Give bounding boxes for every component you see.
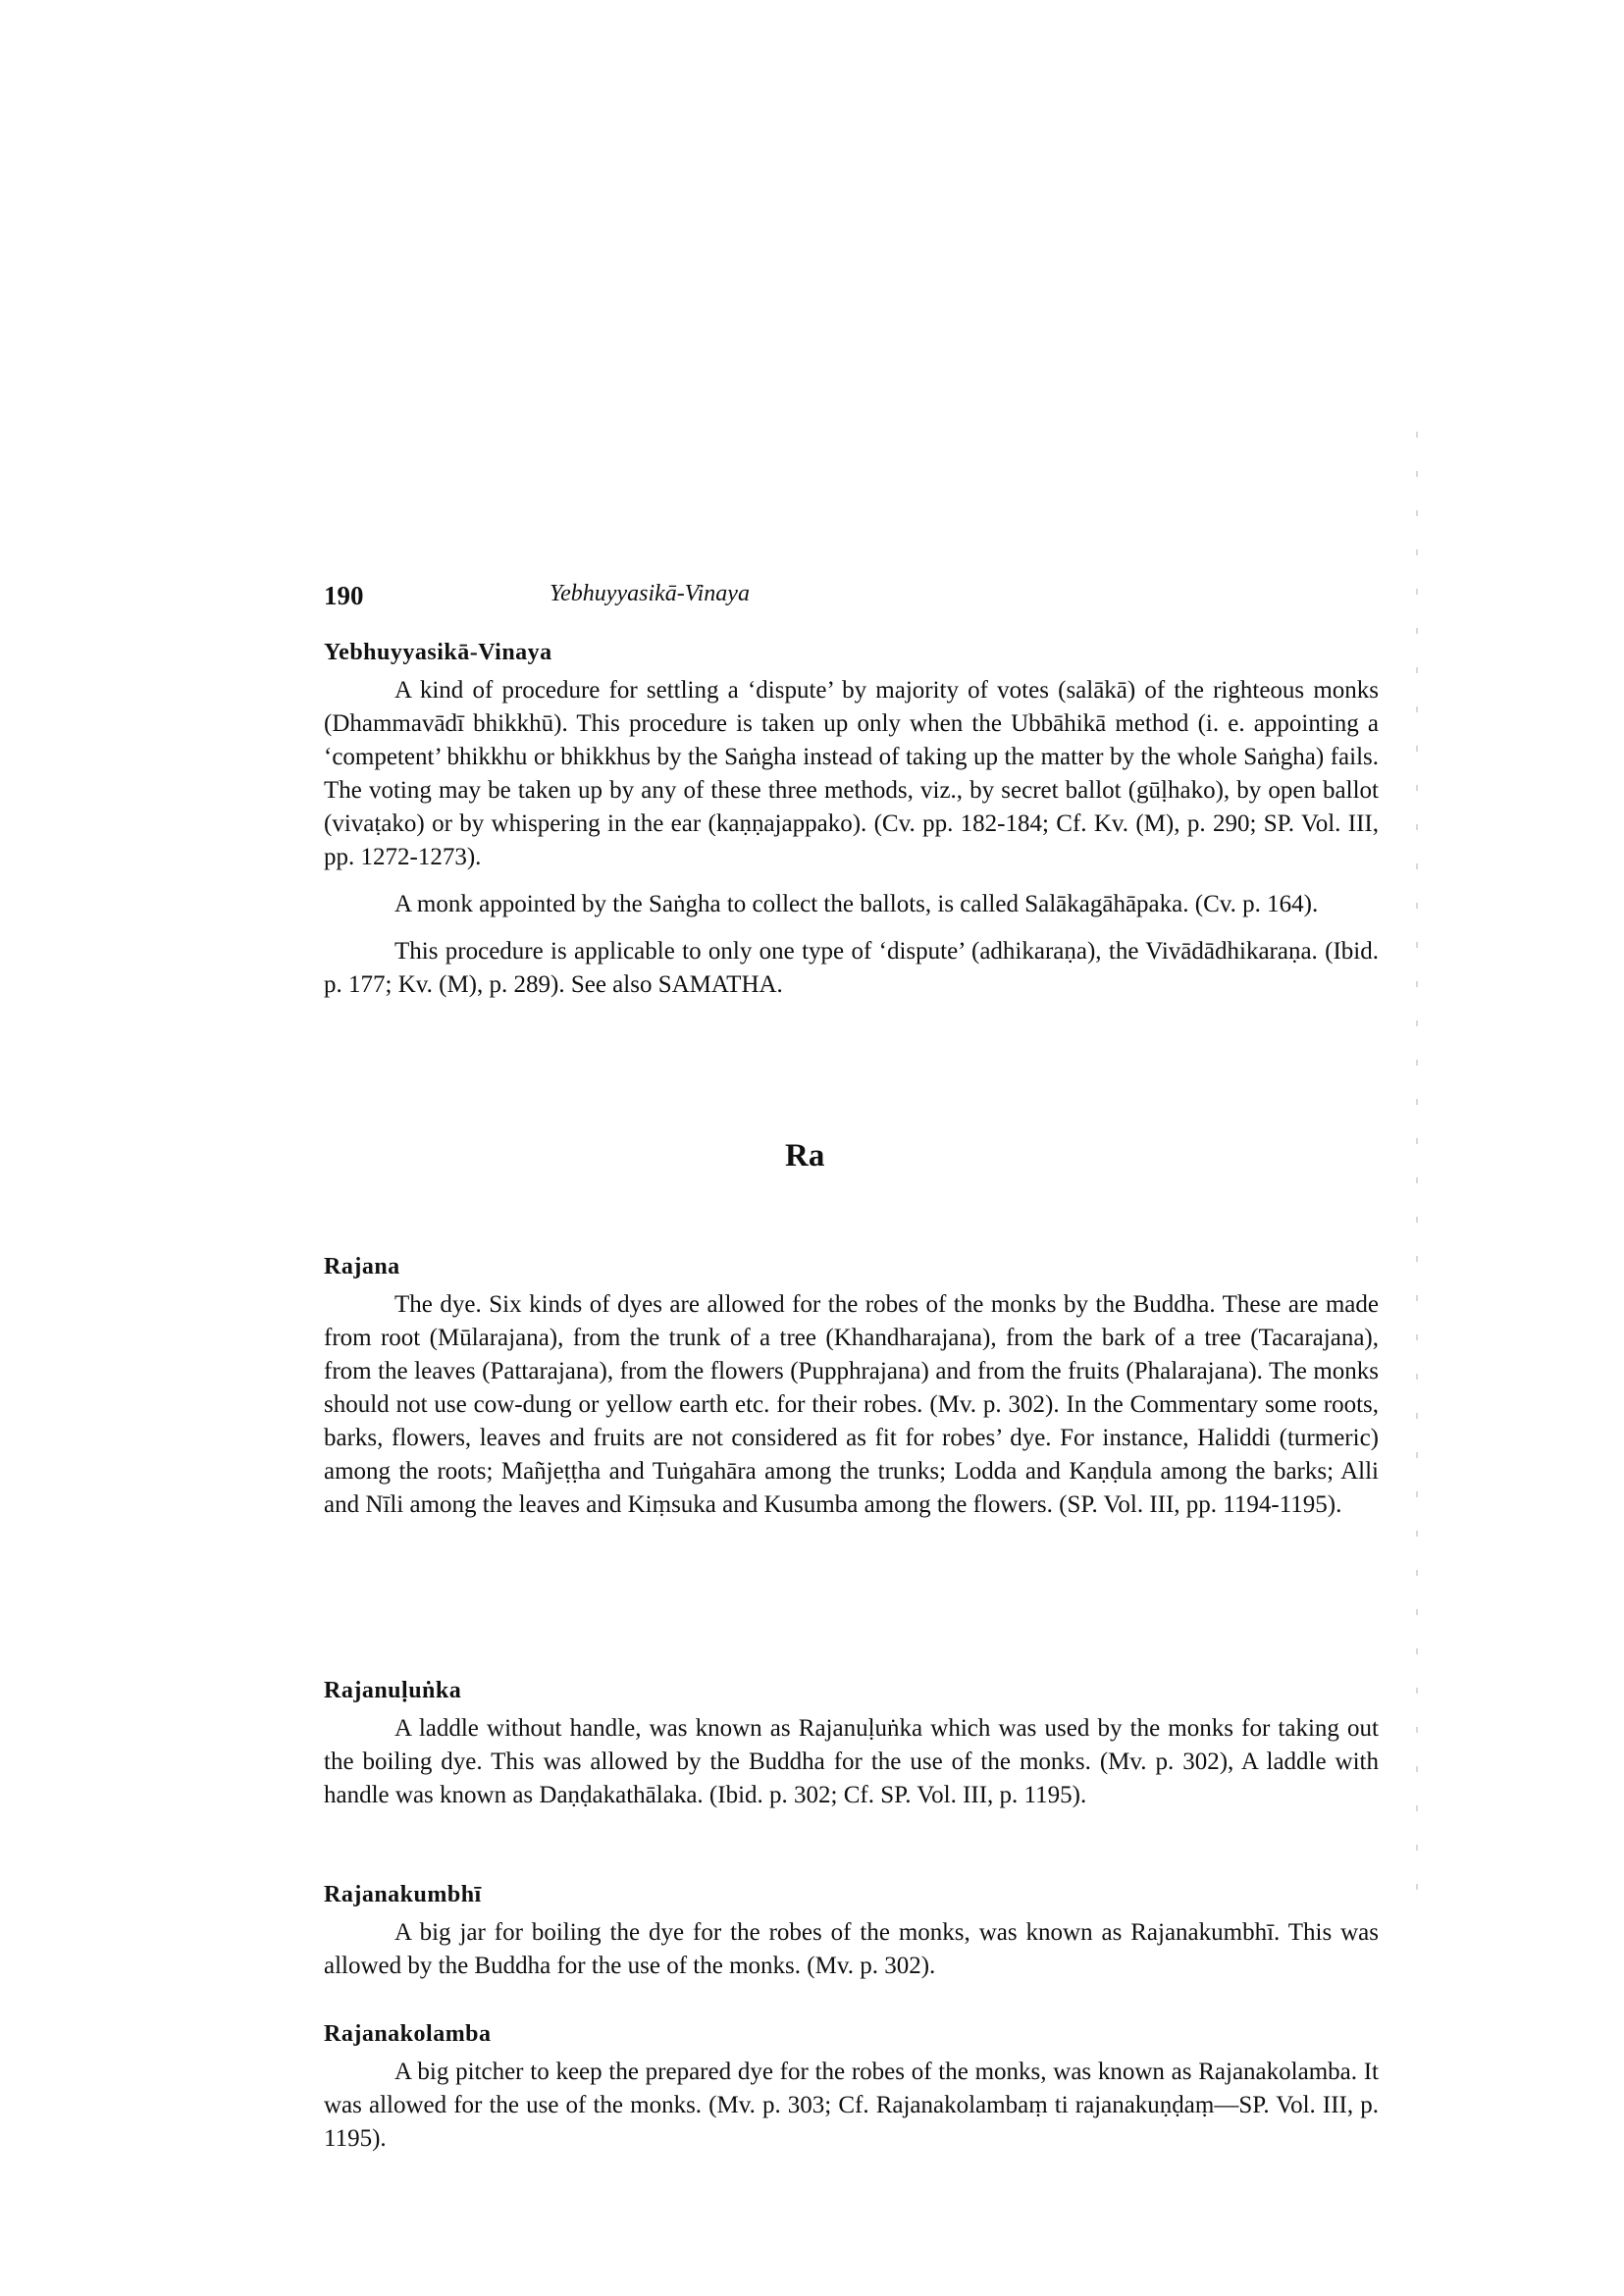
entry-headword: Rajana: [324, 1254, 400, 1279]
entry-headword: Rajanakumbhī: [324, 1882, 482, 1907]
entry-paragraph: A big pitcher to keep the prepared dye for the robes of the monks, was known as Rajanakolamba. It was allowed for the use of the monks. (Mv. p. 303; Cf. Rajanakolambaṃ ti rajanakuṇḍaṃ—SP. Vol. III, p. 1195).: [324, 2059, 1379, 2152]
section-heading: Ra: [785, 1138, 825, 1174]
entry-paragraph: A big jar for boiling the dye for the robes of the monks, was known as Rajanakumbhī. This was allowed by the Buddha for the use of the monks. (Mv. p. 302).: [324, 1919, 1379, 1979]
entry-rajanakolamba: [324, 2021, 1379, 2169]
scan-margin-mark: [1416, 432, 1418, 1904]
entry-paragraph: The dye. Six kinds of dyes are allowed for the robes of the monks by the Buddha. These are made from root (Mūlarajana), from the trunk of a tree (Khandharajana), from the bark of a tree (Tacarajana), from the leaves (Pattarajana), from the flowers (Pupphrajana) and from the fruits (Phalarajana). The monks should not use cow-dung or yellow earth etc. for their robes. (Mv. p. 302). In the Commentary some roots, barks, flowers, leaves and fruits are not considered as fit for robes’ dye. For instance, Haliddi (turmeric) among the roots; Mañjeṭṭha and Tuṅgahāra among the trunks; Lodda and Kaṇḍula among the barks; Alli and Nīli among the leaves and Kiṃsuka and Kusumba among the flowers. (SP. Vol. III, pp. 1194-1195).: [324, 1291, 1379, 1518]
running-title: Yebhuyyasikā-Vinaya: [550, 581, 750, 606]
entry-headword: Yebhuyyasikā-Vinaya: [324, 640, 552, 665]
entry-headword: Rajanuḷuṅka: [324, 1678, 462, 1703]
entry-paragraph: This procedure is applicable to only one type of ‘dispute’ (adhikaraṇa), the Vivādādhikaraṇa. (Ibid. p. 177; Kv. (M), p. 289). See also SAMATHA.: [324, 938, 1379, 998]
running-header: [324, 581, 952, 614]
page-number: 190: [324, 581, 364, 610]
entry-rajanulunka: [324, 1678, 1379, 1826]
entry-rajana: [324, 1254, 1379, 1536]
entry-paragraph: A laddle without handle, was known as Rajanuḷuṅka which was used by the monks for taking out the boiling dye. This was allowed by the Buddha for the use of the monks. (Mv. p. 302), A laddle with handle was known as Daṇḍakathālaka. (Ibid. p. 302; Cf. SP. Vol. III, p. 1195).: [324, 1715, 1379, 1808]
entry-paragraph: A monk appointed by the Saṅgha to collect the ballots, is called Salākagāhāpaka. (Cv. p. 164).: [394, 891, 1319, 917]
entry-headword: Rajanakolamba: [324, 2021, 492, 2047]
entry-paragraph: A kind of procedure for settling a ‘dispute’ by majority of votes (salākā) of the righteous monks (Dhammavādī bhikkhū). This procedure is taken up only when the Ubbāhikā method (i. e. appointing a ‘competent’ bhikkhu or bhikkhus by the Saṅgha instead of taking up the matter by the whole Saṅgha) fails. The voting may be taken up by any of these three methods, viz., by secret ballot (gūḷhako), by open ballot (vivaṭako) or by whispering in the ear (kaṇṇajappako). (Cv. pp. 182-184; Cf. Kv. (M), p. 290; SP. Vol. III, pp. 1272-1273).: [324, 677, 1379, 870]
entry-rajanakumbhi: [324, 1882, 1379, 1997]
entry-yebhuyyasika-vinaya: [324, 640, 1379, 1016]
